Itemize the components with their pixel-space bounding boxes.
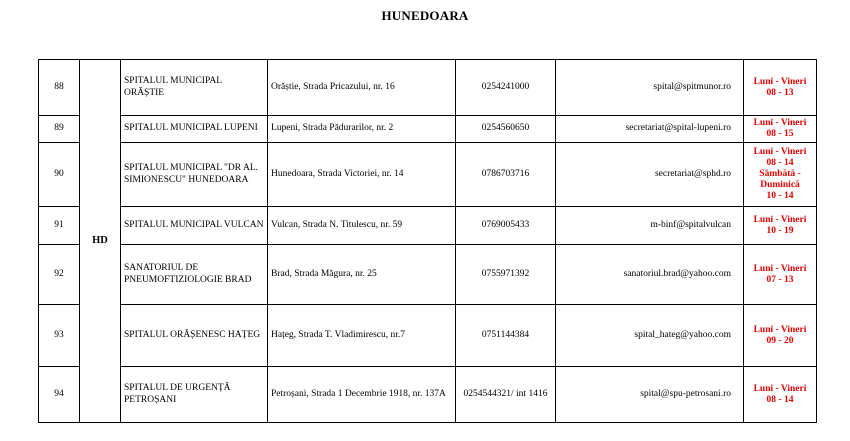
hospital-schedule: Luni - Vineri 07 - 13: [744, 245, 817, 305]
table-row: [39, 116, 817, 143]
hospital-schedule: Luni - Vineri 10 - 19: [744, 207, 817, 245]
table-row: [39, 245, 817, 305]
hospital-address: Hunedoara, Strada Victoriei, nr. 14: [268, 143, 456, 207]
row-number: 90: [39, 143, 80, 207]
hospital-name: SPITALUL ORĂȘENESC HAȚEG: [121, 305, 268, 367]
hospital-name: SPITALUL MUNICIPAL ORĂȘTIE: [121, 60, 268, 116]
hospital-schedule: Luni - Vineri 08 - 14 Sâmbătă - Duminică 10 - 14: [744, 143, 817, 207]
row-number: 91: [39, 207, 80, 245]
hospital-email: secretariat@spital-lupeni.ro: [556, 116, 744, 143]
hospital-email: spital@spu-petrosani.ro: [556, 367, 744, 423]
table-row: [39, 207, 817, 245]
hospital-address: Brad, Strada Măgura, nr. 25: [268, 245, 456, 305]
hospital-name: SPITALUL MUNICIPAL "DR AL. SIMIONESCU" HUNEDOARA: [121, 143, 268, 207]
table-row: [39, 367, 817, 423]
row-number: 88: [39, 60, 80, 116]
row-number: 93: [39, 305, 80, 367]
hospital-name: SPITALUL MUNICIPAL LUPENI: [121, 116, 268, 143]
hospital-name: SANATORIUL DE PNEUMOFTIZIOLOGIE BRAD: [121, 245, 268, 305]
hospital-email: sanatoriul.brad@yahoo.com: [556, 245, 744, 305]
row-number: 89: [39, 116, 80, 143]
table-row: [39, 305, 817, 367]
row-number: 94: [39, 367, 80, 423]
hospital-schedule: Luni - Vineri 09 - 20: [744, 305, 817, 367]
hospital-table: [38, 59, 817, 423]
hospital-email: secretariat@sphd.ro: [556, 143, 744, 207]
hospital-phone: 0755971392: [456, 245, 556, 305]
page-title: HUNEDOARA: [381, 8, 469, 23]
row-number: 92: [39, 245, 80, 305]
hospital-email: spital_hateg@yahoo.com: [556, 305, 744, 367]
hospital-email: m-binf@spitalvulcan: [556, 207, 744, 245]
hospital-phone: 0254544321/ int 1416: [456, 367, 556, 423]
hospital-schedule: Luni - Vineri 08 - 13: [744, 60, 817, 116]
hospital-schedule: Luni - Vineri 08 - 14: [744, 367, 817, 423]
hospital-phone: 0254560650: [456, 116, 556, 143]
hospital-phone: 0786703716: [456, 143, 556, 207]
hospital-address: Vulcan, Strada N. Titulescu, nr. 59: [268, 207, 456, 245]
hospital-name: SPITALUL DE URGENȚĂ PETROȘANI: [121, 367, 268, 423]
hospital-address: Hațeg, Strada T. Vladimirescu, nr.7: [268, 305, 456, 367]
hospital-phone: 0254241000: [456, 60, 556, 116]
hospital-address: Lupeni, Strada Pădurarilor, nr. 2: [268, 116, 456, 143]
hospital-phone: 0751144384: [456, 305, 556, 367]
hospital-phone: 0769005433: [456, 207, 556, 245]
county-code: HD: [80, 60, 121, 423]
hospital-schedule: Luni - Vineri 08 - 15: [744, 116, 817, 143]
table-row: [39, 143, 817, 207]
hospital-address: Petroșani, Strada 1 Decembrie 1918, nr. 137A: [268, 367, 456, 423]
hospital-email: spital@spitmunor.ro: [556, 60, 744, 116]
table-row: [39, 60, 817, 116]
hospital-address: Orăștie, Strada Pricazului, nr. 16: [268, 60, 456, 116]
hospital-name: SPITALUL MUNICIPAL VULCAN: [121, 207, 268, 245]
